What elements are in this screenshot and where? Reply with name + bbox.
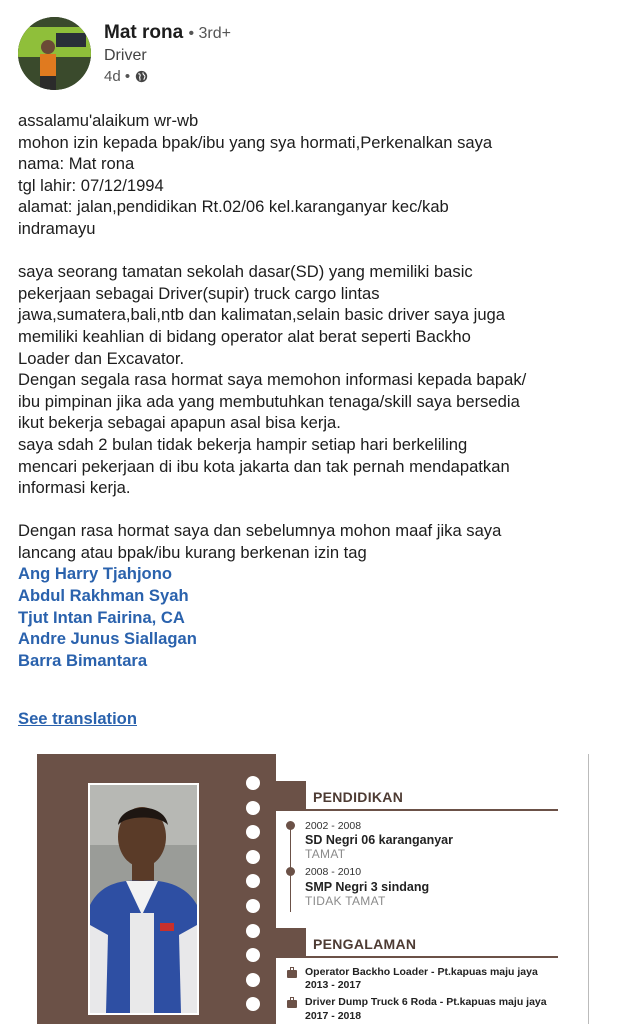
post-line: Loader dan Excavator. xyxy=(18,348,185,368)
timeline-dot xyxy=(286,867,295,876)
experience-title-line: Driver Dump Truck 6 Roda - Pt.kapuas maju jaya xyxy=(305,996,547,1008)
education-years: 2008 - 2010 xyxy=(305,866,362,878)
post-line: pekerjaan sebagai Driver(supir) truck cargo lintas xyxy=(18,283,380,303)
post-body xyxy=(18,110,613,671)
author-headline: Driver xyxy=(104,47,147,64)
post-line: Dengan segala rasa hormat saya memohon informasi kepada bapak/ xyxy=(18,370,527,390)
post-header xyxy=(0,0,626,100)
post-line: alamat: jalan,pendidikan Rt.02/06 kel.karanganyar kec/kab xyxy=(18,197,449,217)
briefcase-icon xyxy=(287,970,297,978)
post-line: memiliki keahlian di bidang operator alat berat seperti Backho xyxy=(18,326,471,346)
post-line: ibu pimpinan jika ada yang membutuhkan tenaga/skill saya bersedia xyxy=(18,391,520,411)
mention-link[interactable]: Tjut Intan Fairina, CA xyxy=(18,607,185,627)
timeline-dot xyxy=(286,821,295,830)
mention-link[interactable]: Abdul Rakhman Syah xyxy=(18,586,189,606)
post-line: jawa,sumatera,bali,ntb dan kalimatan,selain basic driver saya juga xyxy=(18,305,506,325)
experience-years: 2017 - 2018 xyxy=(305,1010,362,1022)
post-meta xyxy=(104,68,148,85)
post-line: ikut bekerja sebagai apapun asal bisa kerja. xyxy=(18,413,341,433)
education-status: TIDAK TAMAT xyxy=(305,894,386,908)
post-line: lancang atau bpak/ibu kurang berkenan izin tag xyxy=(18,542,367,562)
avatar[interactable] xyxy=(18,17,91,90)
post-line: mencari pekerjaan di ibu kota jakarta dan tak pernah mendapatkan xyxy=(18,456,510,476)
education-title: PENDIDIKAN xyxy=(313,789,404,805)
section-marker xyxy=(276,928,306,958)
post-line: saya seorang tamatan sekolah dasar(SD) yang memiliki basic xyxy=(18,262,473,282)
binder-holes xyxy=(246,776,262,1022)
post-line: informasi kerja. xyxy=(18,478,131,498)
cv-border xyxy=(588,754,589,1024)
profile-photo xyxy=(88,783,199,1015)
author-name[interactable]: Mat rona xyxy=(104,22,184,43)
mention-link[interactable]: Ang Harry Tjahjono xyxy=(18,564,172,584)
post-line: tgl lahir: 07/12/1994 xyxy=(18,175,164,195)
briefcase-icon xyxy=(287,1000,297,1008)
mention-link[interactable]: Andre Junus Siallagan xyxy=(18,629,197,649)
education-status: TAMAT xyxy=(305,847,346,861)
section-marker xyxy=(276,781,306,811)
post-line: nama: Mat rona xyxy=(18,154,135,174)
post-line: saya sdah 2 bulan tidak bekerja hampir setiap hari berkeliling xyxy=(18,434,468,454)
experience-years: 2013 - 2017 xyxy=(305,979,362,991)
post-line: assalamu'alaikum wr-wb xyxy=(18,111,199,130)
post-line: mohon izin kepada bpak/ibu yang sya hormati,Perkenalkan saya xyxy=(18,132,493,152)
experience-title-line: Operator Backho Loader - Pt.kapuas maju jaya xyxy=(305,966,538,978)
education-school: SMP Negri 3 sindang xyxy=(305,880,430,894)
education-years: 2002 - 2008 xyxy=(305,820,362,832)
post-line: Dengan rasa hormat saya dan sebelumnya mohon maaf jika saya xyxy=(18,521,502,541)
see-translation-link[interactable]: See translation xyxy=(18,709,137,728)
cv-image[interactable] xyxy=(37,754,591,1024)
mention-link[interactable]: Barra Bimantara xyxy=(18,650,148,670)
section-rule xyxy=(276,956,558,958)
connection-degree: • 3rd+ xyxy=(188,25,231,42)
post-time: 4d • xyxy=(104,68,131,85)
globe-icon xyxy=(135,70,148,83)
experience-title: PENGALAMAN xyxy=(313,936,417,952)
education-school: SD Negri 06 karanganyar xyxy=(305,833,453,847)
section-rule xyxy=(276,809,558,811)
post-line: indramayu xyxy=(18,218,96,238)
author-name-row xyxy=(104,22,231,44)
